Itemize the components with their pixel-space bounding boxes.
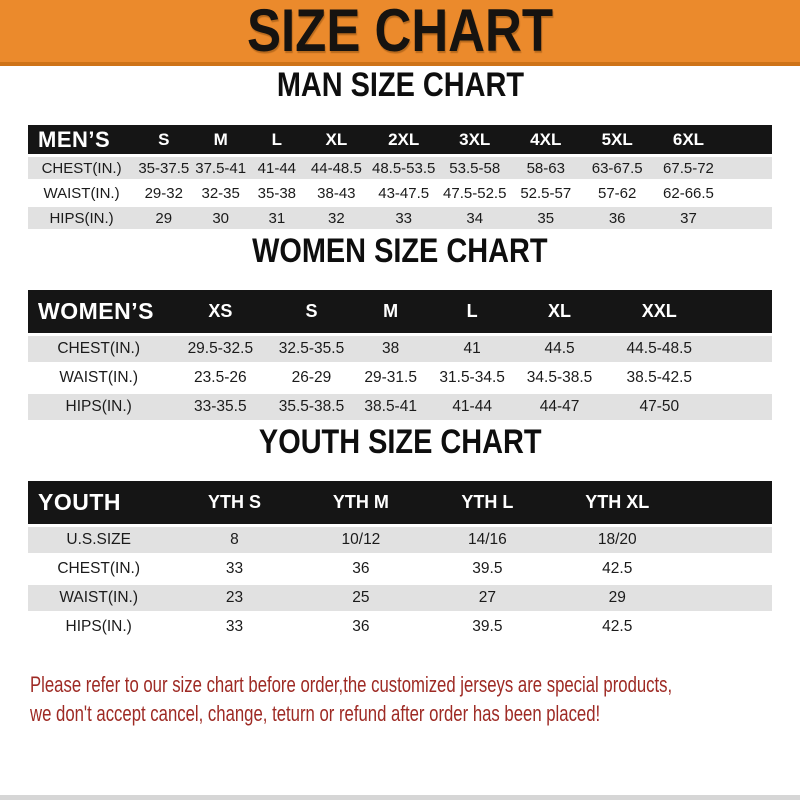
- header-cell: YTH XL: [552, 481, 772, 524]
- row-label: HIPS(IN.): [28, 614, 169, 640]
- disclaimer-line-2: we don't accept cancel, change, teturn or refund after order has been placed!: [30, 701, 601, 726]
- row-label: WAIST(IN.): [28, 585, 169, 611]
- table-cell: 67.5-72: [653, 157, 772, 179]
- header-cell: XL: [515, 290, 605, 333]
- youth-size-table: [28, 478, 772, 643]
- table-cell: 44.5: [515, 336, 605, 362]
- table-cell: 38.5-42.5: [605, 365, 772, 391]
- table-cell: 62-66.5: [653, 182, 772, 204]
- table-cell: 36: [300, 614, 423, 640]
- table-cell: 26-29: [271, 365, 351, 391]
- table-row: [28, 527, 772, 553]
- table-cell: 41-44: [249, 157, 305, 179]
- table-cell: 29-31.5: [352, 365, 430, 391]
- table-cell: 31: [249, 207, 305, 229]
- row-label: WAIST(IN.): [28, 365, 169, 391]
- table-cell: 27: [422, 585, 552, 611]
- table-cell: 30: [192, 207, 249, 229]
- header-cell: MEN’S: [28, 125, 135, 154]
- header-cell: 3XL: [439, 125, 510, 154]
- table-row: [28, 394, 772, 420]
- row-label: WAIST(IN.): [28, 182, 135, 204]
- header-cell: WOMEN’S: [28, 290, 169, 333]
- table-cell: 38-43: [305, 182, 368, 204]
- header-cell: L: [249, 125, 305, 154]
- table-cell: 35: [510, 207, 581, 229]
- table-row: [28, 365, 772, 391]
- womens-table-header-row: [28, 290, 772, 333]
- table-cell: 32.5-35.5: [271, 336, 351, 362]
- mens-section-heading-text: MAN SIZE CHART: [276, 66, 524, 104]
- header-cell: 6XL: [653, 125, 772, 154]
- table-cell: 36: [300, 556, 423, 582]
- table-cell: 8: [169, 527, 299, 553]
- table-row: [28, 556, 772, 582]
- table-cell: 23.5-26: [169, 365, 271, 391]
- table-cell: 44-48.5: [305, 157, 368, 179]
- bottom-edge-strip: [0, 795, 800, 800]
- table-row: [28, 585, 772, 611]
- table-cell: 42.5: [552, 614, 772, 640]
- table-cell: 39.5: [422, 614, 552, 640]
- table-cell: 42.5: [552, 556, 772, 582]
- table-cell: 29-32: [135, 182, 192, 204]
- header-cell: YTH M: [300, 481, 423, 524]
- table-cell: 10/12: [300, 527, 423, 553]
- table-cell: 57-62: [581, 182, 652, 204]
- table-row: [28, 157, 772, 179]
- row-label: CHEST(IN.): [28, 157, 135, 179]
- table-cell: 33: [169, 556, 299, 582]
- table-cell: 41-44: [430, 394, 515, 420]
- table-cell: 29: [552, 585, 772, 611]
- table-row: [28, 182, 772, 204]
- table-cell: 35-38: [249, 182, 305, 204]
- header-cell: 5XL: [581, 125, 652, 154]
- table-cell: 37: [653, 207, 772, 229]
- table-cell: 63-67.5: [581, 157, 652, 179]
- table-row: [28, 614, 772, 640]
- youth-table-header-row: [28, 481, 772, 524]
- youth-section-heading: [0, 423, 800, 465]
- row-label: CHEST(IN.): [28, 556, 169, 582]
- table-cell: 58-63: [510, 157, 581, 179]
- womens-size-table: [28, 287, 772, 423]
- table-cell: 18/20: [552, 527, 772, 553]
- table-cell: 41: [430, 336, 515, 362]
- table-cell: 44-47: [515, 394, 605, 420]
- disclaimer-line-1: Please refer to our size chart before order,the customized jerseys are special products,: [30, 672, 673, 697]
- table-cell: 33: [368, 207, 439, 229]
- table-row: [28, 336, 772, 362]
- table-cell: 38: [352, 336, 430, 362]
- row-label: U.S.SIZE: [28, 527, 169, 553]
- table-row: [28, 207, 772, 229]
- table-cell: 31.5-34.5: [430, 365, 515, 391]
- table-cell: 47-50: [605, 394, 772, 420]
- youth-section-heading-text: YOUTH SIZE CHART: [258, 423, 542, 461]
- table-cell: 29.5-32.5: [169, 336, 271, 362]
- womens-section-heading: [0, 232, 800, 274]
- table-cell: 29: [135, 207, 192, 229]
- disclaimer: [30, 670, 800, 728]
- header-cell: S: [135, 125, 192, 154]
- row-label: HIPS(IN.): [28, 394, 169, 420]
- header-cell: YOUTH: [28, 481, 169, 524]
- womens-section-heading-text: WOMEN SIZE CHART: [252, 232, 548, 270]
- table-cell: 32-35: [192, 182, 249, 204]
- header-cell: M: [352, 290, 430, 333]
- table-cell: 44.5-48.5: [605, 336, 772, 362]
- table-cell: 23: [169, 585, 299, 611]
- youth-table-body: [28, 527, 772, 640]
- mens-size-table: [28, 122, 772, 232]
- row-label: HIPS(IN.): [28, 207, 135, 229]
- header-cell: XXL: [605, 290, 772, 333]
- table-cell: 14/16: [422, 527, 552, 553]
- table-cell: 47.5-52.5: [439, 182, 510, 204]
- table-cell: 34.5-38.5: [515, 365, 605, 391]
- header-cell: XS: [169, 290, 271, 333]
- table-cell: 33: [169, 614, 299, 640]
- table-cell: 36: [581, 207, 652, 229]
- header-cell: YTH L: [422, 481, 552, 524]
- table-cell: 43-47.5: [368, 182, 439, 204]
- table-cell: 25: [300, 585, 423, 611]
- header-cell: L: [430, 290, 515, 333]
- header-cell: S: [271, 290, 351, 333]
- womens-table-body: [28, 336, 772, 420]
- table-cell: 53.5-58: [439, 157, 510, 179]
- table-cell: 33-35.5: [169, 394, 271, 420]
- table-cell: 34: [439, 207, 510, 229]
- mens-section-heading: [0, 66, 800, 108]
- mens-table-header-row: [28, 125, 772, 154]
- size-chart-banner: [0, 0, 800, 66]
- table-cell: 32: [305, 207, 368, 229]
- header-cell: 4XL: [510, 125, 581, 154]
- table-cell: 37.5-41: [192, 157, 249, 179]
- table-cell: 35-37.5: [135, 157, 192, 179]
- header-cell: XL: [305, 125, 368, 154]
- table-cell: 52.5-57: [510, 182, 581, 204]
- table-cell: 48.5-53.5: [368, 157, 439, 179]
- header-cell: 2XL: [368, 125, 439, 154]
- table-cell: 35.5-38.5: [271, 394, 351, 420]
- header-cell: YTH S: [169, 481, 299, 524]
- row-label: CHEST(IN.): [28, 336, 169, 362]
- header-cell: M: [192, 125, 249, 154]
- table-cell: 38.5-41: [352, 394, 430, 420]
- table-cell: 39.5: [422, 556, 552, 582]
- mens-table-body: [28, 157, 772, 229]
- banner-title: SIZE CHART: [247, 0, 553, 64]
